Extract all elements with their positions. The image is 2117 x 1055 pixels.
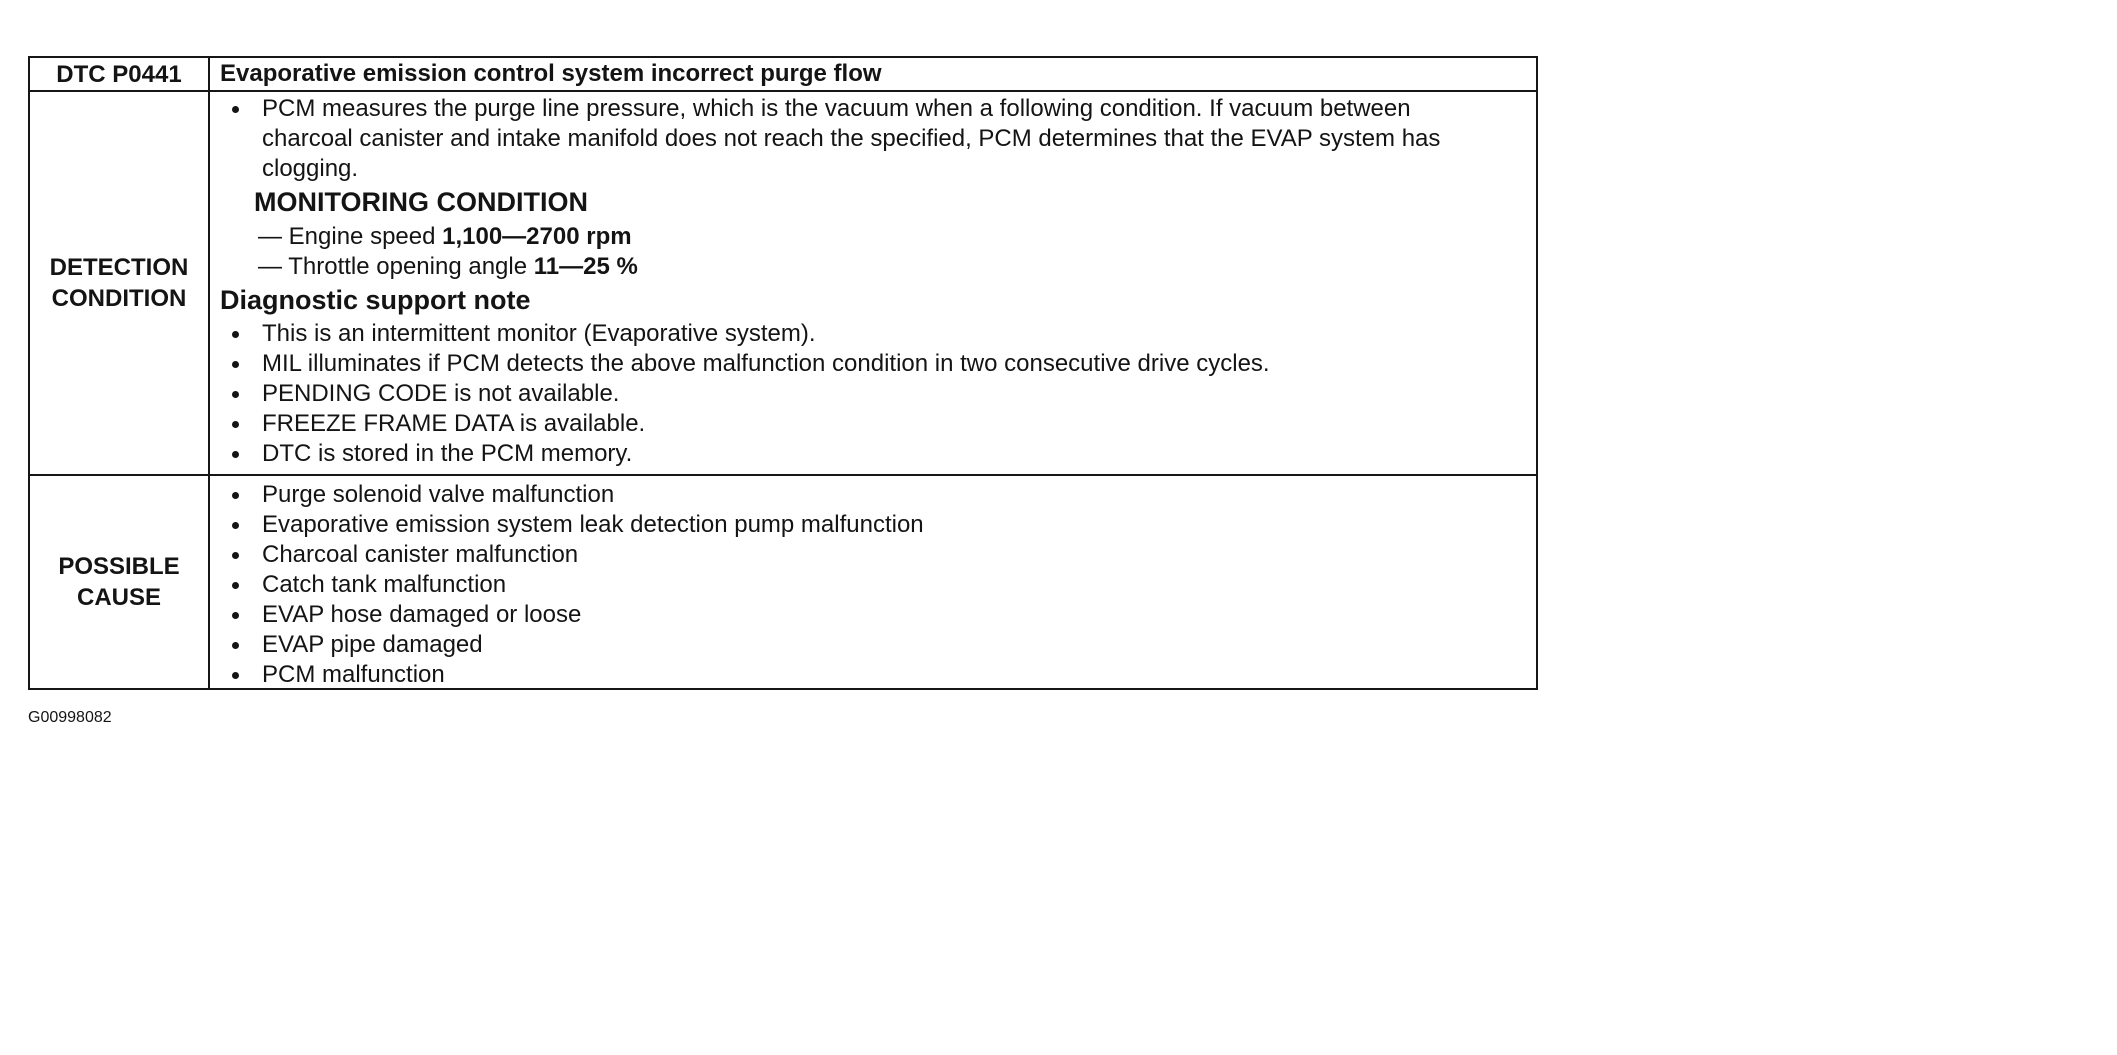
dtc-table	[28, 56, 1538, 690]
dtc-code: DTC P0441	[56, 60, 182, 88]
monitoring-throttle-angle-prefix: — Throttle opening angle	[258, 253, 534, 280]
list-item: Evaporative emission system leak detection pump malfunction	[210, 510, 924, 540]
dtc-code-cell	[30, 58, 210, 90]
list-item: Charcoal canister malfunction	[210, 540, 924, 570]
detection-content-cell	[210, 92, 1536, 474]
detection-label-line1: DETECTION	[49, 254, 189, 281]
list-item: Catch tank malfunction	[210, 570, 924, 600]
diagnostic-notes-list	[210, 319, 1270, 469]
dtc-title-cell	[210, 58, 1536, 90]
monitoring-heading: MONITORING CONDITION	[254, 187, 588, 217]
dtc-title: Evaporative emission control system incorrect purge flow	[220, 60, 882, 87]
cause-content-cell	[210, 476, 1536, 688]
list-item: PCM malfunction	[210, 660, 924, 690]
list-item: PENDING CODE is not available.	[210, 379, 1270, 409]
list-item: FREEZE FRAME DATA is available.	[210, 409, 1270, 439]
cause-label-cell	[30, 476, 210, 688]
list-item: DTC is stored in the PCM memory.	[210, 439, 1270, 469]
list-item: MIL illuminates if PCM detects the above malfunction condition in two consecutive drive cycles.	[210, 349, 1270, 379]
possible-cause-list	[210, 480, 924, 690]
diagnostic-support-heading: Diagnostic support note	[220, 285, 531, 315]
monitoring-engine-speed-value: 1,100—2700 rpm	[442, 223, 632, 250]
possible-cause-row	[30, 476, 1536, 688]
monitoring-engine-speed-prefix: — Engine speed	[258, 223, 443, 250]
figure-code: G00998082	[28, 709, 112, 726]
detection-condition-row	[30, 92, 1536, 476]
cause-label-line2: CAUSE	[76, 584, 161, 611]
dtc-header-row	[30, 58, 1536, 92]
list-item: EVAP pipe damaged	[210, 630, 924, 660]
monitoring-engine-speed	[258, 222, 632, 252]
detection-intro-list	[210, 94, 1500, 184]
list-item: EVAP hose damaged or loose	[210, 600, 924, 630]
list-item: PCM measures the purge line pressure, which is the vacuum when a following condition. If vacuum between charcoal canister and intake manifold does not reach the specified, PCM determines that the EVAP system has clogging.	[210, 94, 1500, 184]
detection-label-line2: CONDITION	[51, 285, 187, 312]
cause-label-line1: POSSIBLE	[58, 553, 180, 580]
monitoring-throttle-angle	[258, 252, 638, 282]
list-item: This is an intermittent monitor (Evaporative system).	[210, 319, 1270, 349]
detection-label-cell	[30, 92, 210, 474]
list-item: Purge solenoid valve malfunction	[210, 480, 924, 510]
monitoring-throttle-angle-value: 11—25 %	[533, 253, 638, 280]
